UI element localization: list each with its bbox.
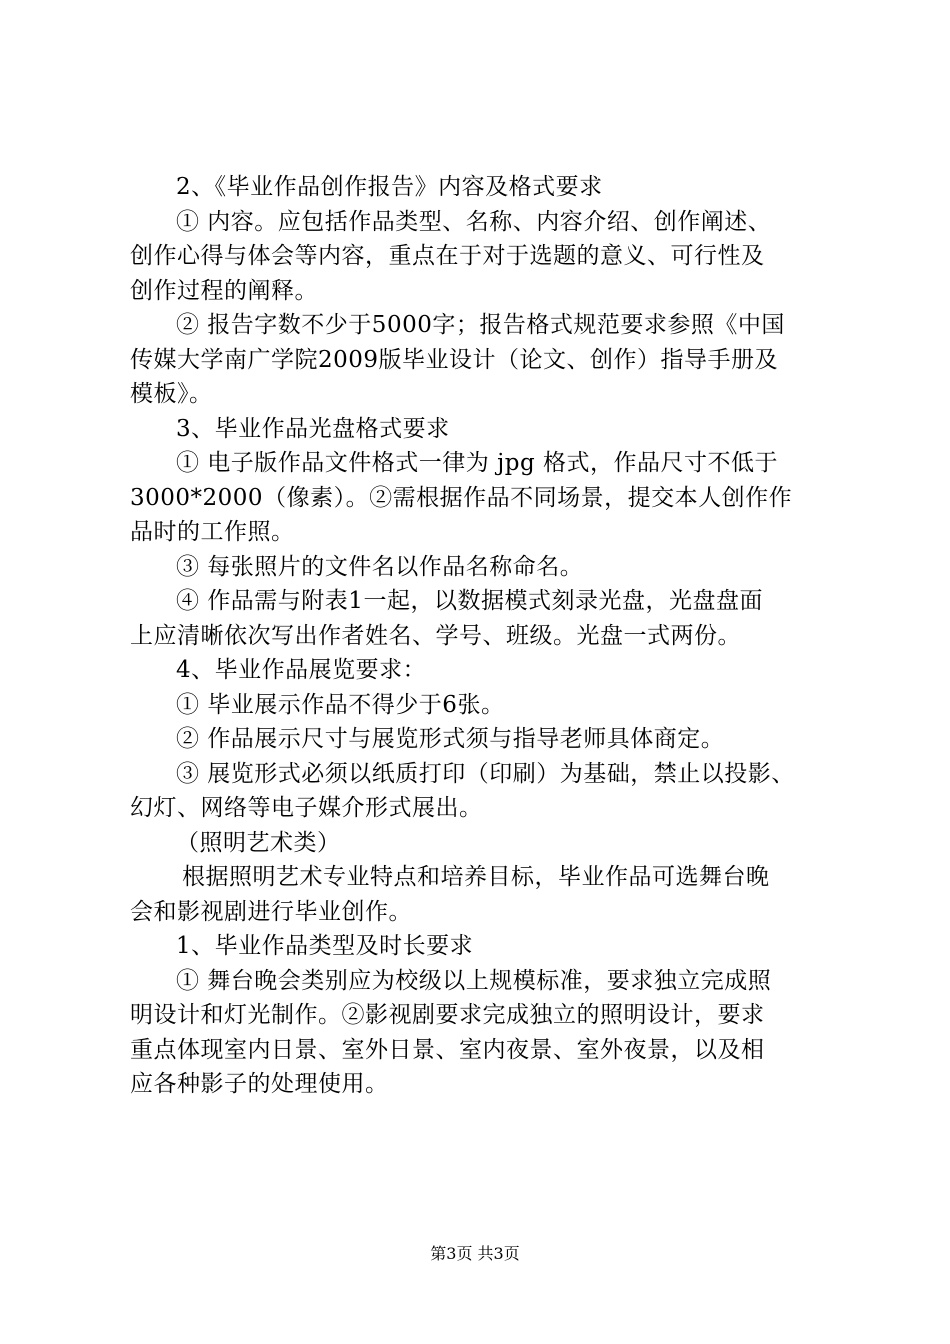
paragraph-line: 上应清晰依次写出作者姓名、学号、班级。光盘一式两份。: [130, 622, 741, 649]
paragraph-line: 重点体现室内日景、室外日景、室内夜景、室外夜景，以及相: [130, 1036, 765, 1063]
category-heading-lighting: （照明艺术类）: [176, 829, 341, 856]
paragraph-line: 创作心得与体会等内容，重点在于对于选题的意义、可行性及: [130, 243, 765, 269]
paragraph-line: 传媒大学南广学院2009版毕业设计（论文、创作）指导手册及: [130, 346, 779, 373]
paragraph-line: ④ 作品需与附表1一起，以数据模式刻录光盘，光盘盘面: [176, 588, 763, 614]
section-heading-disc: 3、毕业作品光盘格式要求: [176, 415, 450, 442]
paragraph-line: ② 报告字数不少于5000字；报告格式规范要求参照《中国: [176, 312, 785, 338]
page-number-indicator: 第3页 共3页: [430, 1244, 520, 1263]
paragraph-line: 应各种影子的处理使用。: [130, 1071, 389, 1097]
paragraph-line: 幻灯、网络等电子媒介形式展出。: [130, 795, 483, 821]
paragraph-line: 模板》。: [130, 381, 213, 407]
paragraph-line: 创作过程的阐释。: [130, 277, 318, 304]
paragraph-line: ① 舞台晚会类别应为校级以上规模标准，要求独立完成照: [176, 967, 772, 994]
paragraph-line: 根据照明艺术专业特点和培养目标，毕业作品可选舞台晚: [182, 864, 770, 890]
paragraph-line: ① 内容。应包括作品类型、名称、内容介绍、创作阐述、: [176, 208, 772, 235]
paragraph-line: ② 作品展示尺寸与展览形式须与指导老师具体商定。: [176, 726, 725, 752]
document-body: [130, 170, 830, 1102]
page-footer: [0, 1244, 950, 1264]
paragraph-line: ③ 每张照片的文件名以作品名称命名。: [176, 553, 584, 580]
section-heading-type-duration: 1、毕业作品类型及时长要求: [176, 933, 474, 959]
section-heading-exhibition: 4、毕业作品展览要求：: [176, 657, 427, 683]
paragraph-line: 3000*2000（像素）。②需根据作品不同场景，提交本人创作作: [130, 484, 793, 511]
paragraph-line: 会和影视剧进行毕业创作。: [130, 898, 412, 925]
paragraph-line: ① 毕业展示作品不得少于6张。: [176, 691, 505, 718]
paragraph-line: 品时的工作照。: [130, 519, 295, 545]
section-heading-report: 2、《毕业作品创作报告》内容及格式要求: [176, 174, 603, 200]
paragraph-line: ③ 展览形式必须以纸质打印（印刷）为基础，禁止以投影、: [176, 760, 795, 787]
paragraph-line: 明设计和灯光制作。②影视剧要求完成独立的照明设计，要求: [130, 1002, 765, 1028]
paragraph-line: ① 电子版作品文件格式一律为 jpg 格式，作品尺寸不低于: [176, 450, 779, 476]
